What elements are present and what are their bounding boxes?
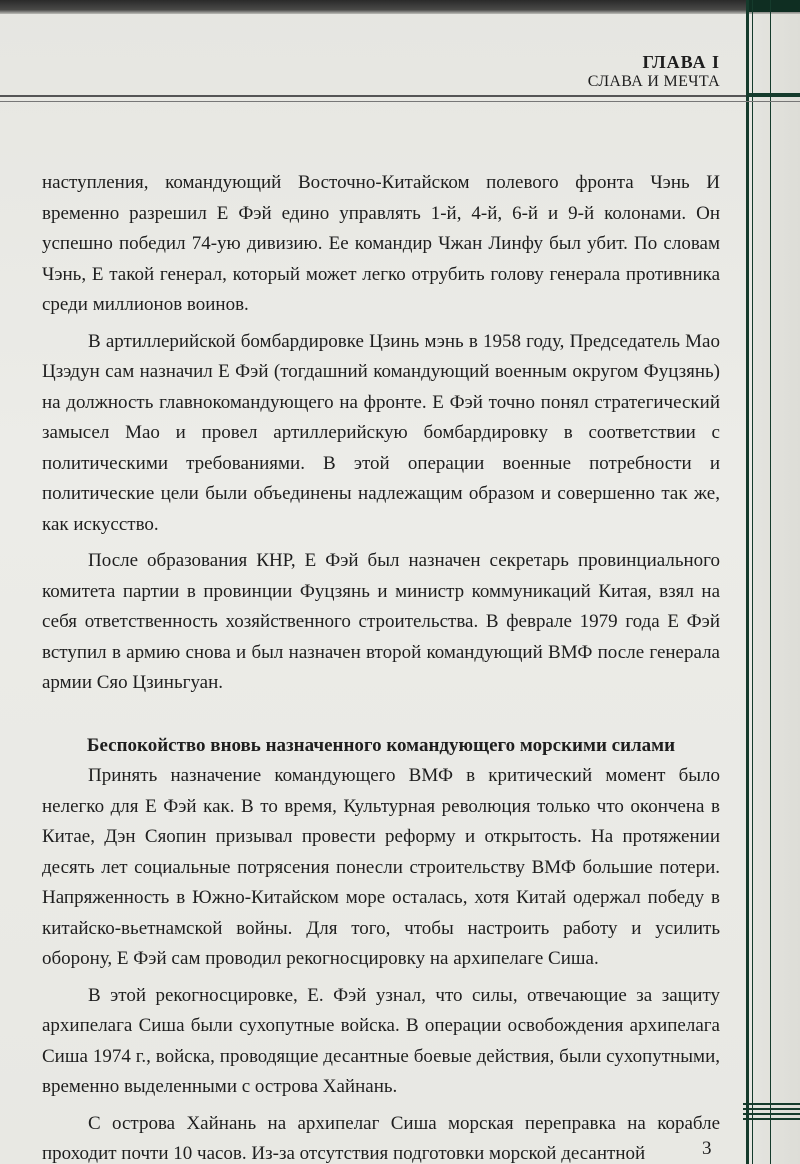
chapter-title: СЛАВА И МЕЧТА — [587, 73, 720, 90]
top-edge-band — [0, 0, 800, 14]
margin-line — [770, 0, 771, 1164]
page-number: 3 — [702, 1138, 712, 1159]
margin-line — [752, 0, 753, 1164]
footer-decoration — [743, 1103, 800, 1123]
header-rule-accent — [746, 93, 800, 97]
running-header — [588, 52, 720, 92]
header-rule-thin — [0, 101, 800, 102]
body-text — [42, 168, 720, 1164]
paragraph: В артиллерийской бомбардировке Цзинь мэнь в 1958 году, Председатель Мао Цзэдун сам назначил Е Фэй (тогдашний командующий военным округом Фуцзянь) на должность главнокомандующего на фронте. Е Фэй точно понял стратегический замысел Мао и провел артиллерийскую бомбардировку в соответствии с политическими требованиями. В этой операции военные потребности и политические цели были объединены надлежащим образом и совершенно так же, как искусство. — [42, 330, 720, 535]
margin-line — [746, 0, 749, 1164]
paragraph: наступления, командующий Восточно-Китайском полевого фронта Чэнь И временно разрешил Е Фэй едино управлять 1-й, 4-й, 6-й и 9-й колонами. Он успешно победил 74-ую дивизию. Ее командир Чжан Линфу был убит. По словам Чэнь, Е такой генерал, который может легко отрубить голову генерала противника среди миллионов воинов. — [42, 172, 720, 315]
paragraph: В этой рекогносцировке, Е. Фэй узнал, что силы, отвечающие за защиту архипелага Сиша были сухопутные войска. В операции освобождения архипелага Сиша 1974 г., войска, проводящие десантные боевые действия, были сухопутными, временно выделенными с острова Хайнань. — [42, 984, 720, 1097]
corner-decoration — [746, 0, 800, 12]
page-edge-strip — [753, 0, 800, 1164]
paragraph: С острова Хайнань на архипелаг Сиша морская переправка на корабле проходит почти 10 часов. Из-за отсутствия подготовки морской десантной — [42, 1112, 720, 1164]
paragraph: Принять назначение командующего ВМФ в критический момент было нелегко для Е Фэй как. В то время, Культурная революция только что окончена в Китае, Дэн Сяопин призывал провести реформу и открытость. На протяжении десять лет социальные потрясения понесли строительству ВМФ большие потери. Напряженность в Южно-Китайском море осталась, хотя Китай одержал победу в китайско-вьетнамской войны. Для того, чтобы настроить работу и усилить оборону, Е Фэй сам проводил рекогносцировку на архипелаге Сиша. — [42, 765, 720, 969]
chapter-number: ГЛАВА I — [642, 52, 720, 72]
section-heading: Беспокойство вновь назначенного командующего морскими силами — [86, 734, 676, 756]
header-rule — [0, 95, 746, 97]
paragraph: После образования КНР, Е Фэй был назначен секретарь провинциального комитета партии в провинции Фуцзянь и министр коммуникаций Китая, взял на себя ответственность хозяйственного строительства. В феврале 1979 года Е Фэй вступил в армию снова и был назначен второй командующий ВМФ после генерала армии Сяо Цзиньгуан. — [42, 550, 720, 693]
